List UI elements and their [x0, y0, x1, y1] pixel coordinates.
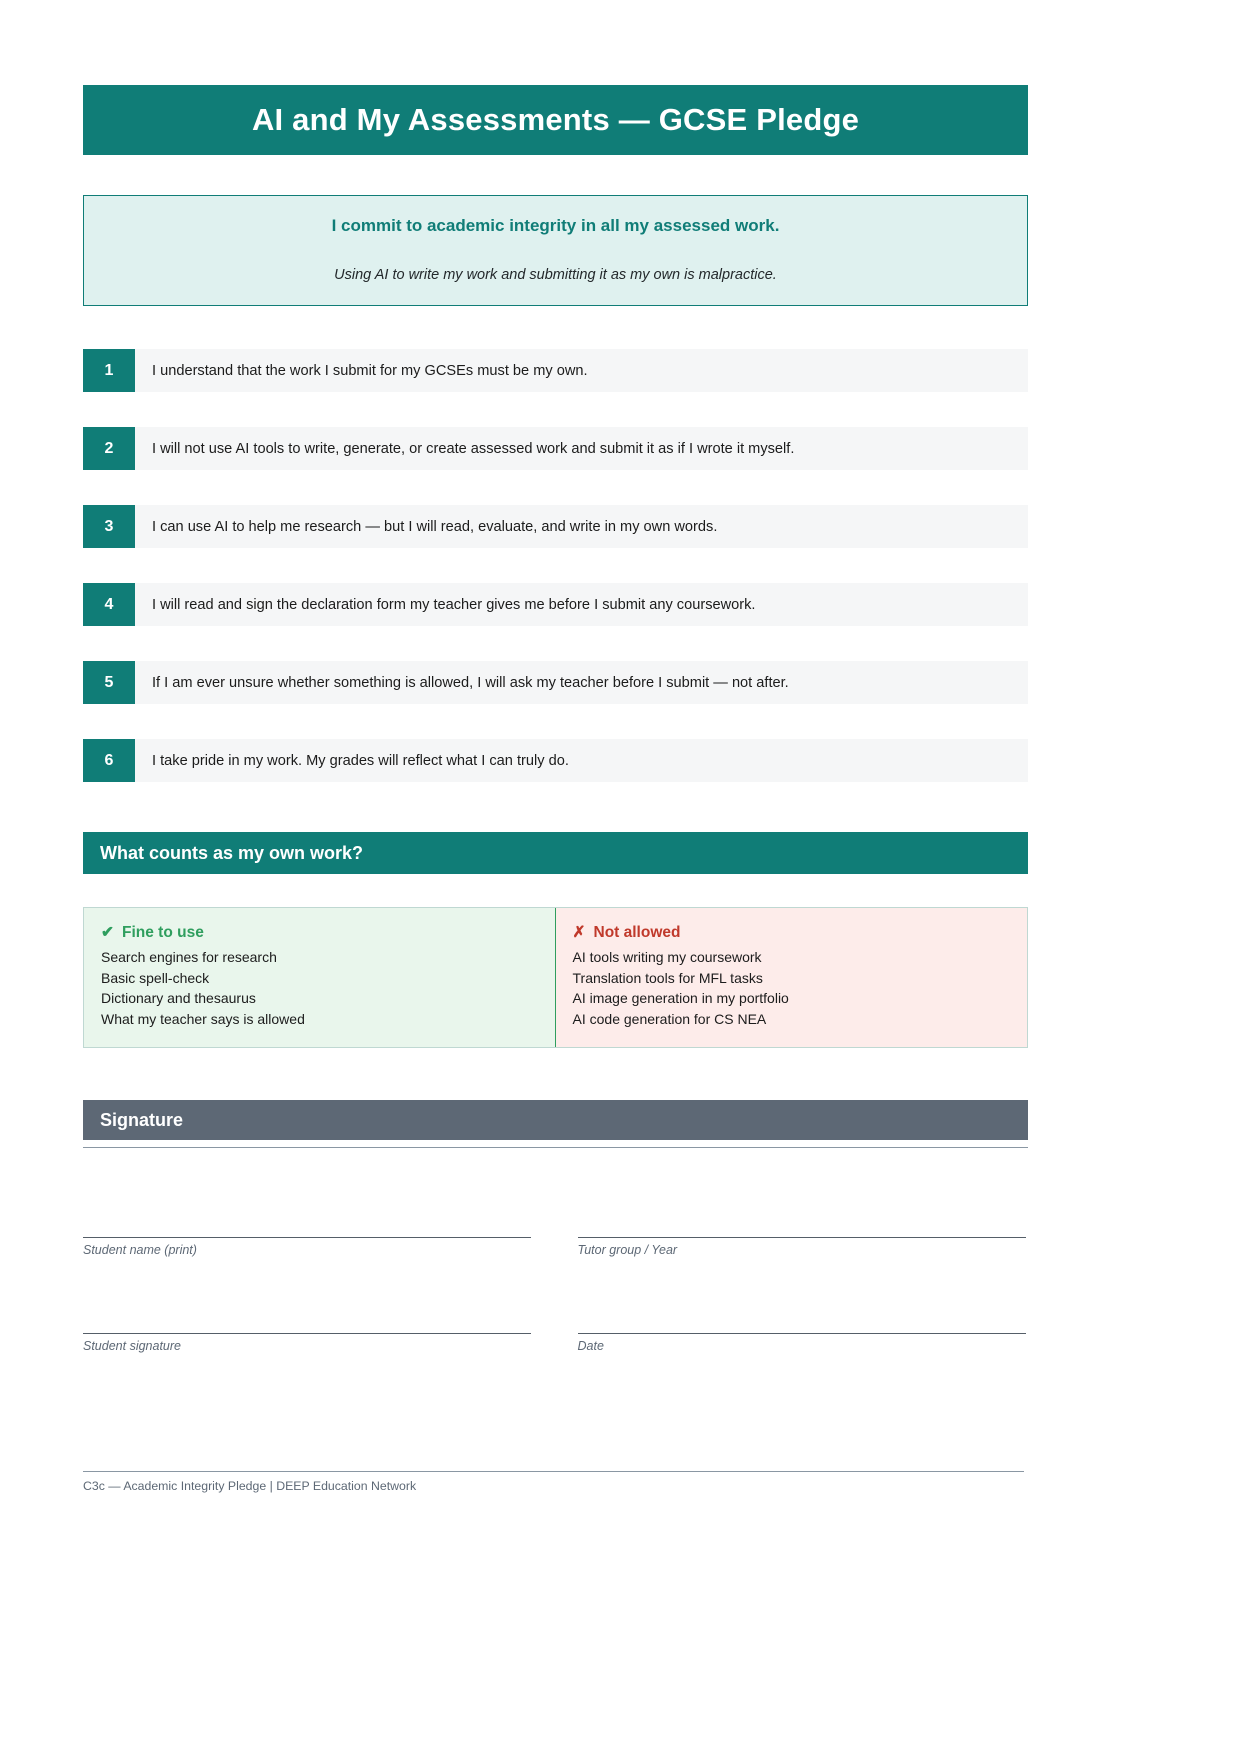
document-page [83, 0, 1028, 1754]
pledge-row [83, 739, 1028, 782]
pledge-number: 3 [83, 505, 135, 548]
student-name-rule [83, 1237, 531, 1238]
signature-row-two [83, 1333, 1028, 1353]
allowed-item: Basic spell-check [101, 969, 210, 986]
allowed-heading-label: Fine to use [122, 923, 204, 941]
footer-text: C3c — Academic Integrity Pledge | DEEP Education Network [83, 1479, 417, 1493]
pledge-number: 6 [83, 739, 135, 782]
pledge-number: 2 [83, 427, 135, 470]
allowed-item: What my teacher says is allowed [101, 1010, 305, 1027]
allowed-item: Search engines for research [101, 949, 277, 965]
not-allowed-item: AI tools writing my coursework [572, 949, 762, 965]
check-icon: ✔ [101, 924, 114, 941]
allowed-column [84, 908, 556, 1047]
not-allowed-column [556, 908, 1028, 1047]
not-allowed-heading [573, 923, 1011, 942]
tutor-group-field[interactable] [556, 1237, 1029, 1257]
cross-icon: ✗ [572, 924, 586, 941]
pledge-number: 4 [83, 583, 135, 626]
pledge-text: If I am ever unsure whether something is allowed, I will ask my teacher before I submit — not after. [135, 661, 1028, 704]
pledge-row [83, 583, 1028, 626]
document-title-banner [83, 85, 1028, 155]
pledge-text: I take pride in my work. My grades will reflect what I can truly do. [135, 739, 1028, 782]
own-work-comparison-table [83, 907, 1028, 1048]
document-footer [83, 1471, 1024, 1493]
commitment-subline: Using AI to write my work and submitting it as my own is malpractice. [334, 267, 777, 283]
commitment-callout [83, 195, 1028, 306]
pledge-row [83, 505, 1028, 548]
own-work-section-header [83, 832, 1028, 874]
commitment-headline: I commit to academic integrity in all my assessed work. [331, 216, 780, 235]
pledge-row [83, 427, 1028, 470]
signature-fields [83, 1147, 1028, 1353]
tutor-group-rule [578, 1237, 1026, 1238]
student-name-field[interactable] [83, 1237, 556, 1257]
pledge-number: 5 [83, 661, 135, 704]
not-allowed-item: AI code generation for CS NEA [572, 1010, 767, 1027]
student-signature-field[interactable] [83, 1333, 556, 1353]
signature-row-one [83, 1237, 1028, 1257]
date-label: Date [577, 1339, 604, 1353]
date-rule [578, 1333, 1026, 1334]
signature-heading: Signature [100, 1109, 184, 1130]
not-allowed-item: Translation tools for MFL tasks [572, 969, 763, 986]
signature-section-header [83, 1100, 1028, 1140]
pledge-text: I will not use AI tools to write, generate, or create assessed work and submit it as if I wrote it myself. [135, 427, 1028, 470]
pledge-text: I understand that the work I submit for my GCSEs must be my own. [135, 349, 1028, 392]
not-allowed-item: AI image generation in my portfolio [572, 990, 789, 1006]
pledge-text: I will read and sign the declaration form my teacher gives me before I submit any coursework. [135, 583, 1028, 626]
pledge-text: I can use AI to help me research — but I will read, evaluate, and write in my own words. [135, 505, 1028, 548]
page-title: AI and My Assessments — GCSE Pledge [251, 102, 860, 137]
pledge-row [83, 661, 1028, 704]
allowed-heading [101, 923, 538, 942]
pledge-row [83, 349, 1028, 392]
signature-top-rule [83, 1147, 1028, 1148]
not-allowed-heading-label: Not allowed [593, 923, 681, 941]
tutor-group-label: Tutor group / Year [577, 1243, 678, 1257]
student-signature-label: Student signature [83, 1339, 181, 1353]
student-signature-rule [83, 1333, 531, 1334]
pledge-number: 1 [83, 349, 135, 392]
date-field[interactable] [556, 1333, 1029, 1353]
pledge-list [83, 349, 1028, 782]
section-heading: What counts as my own work? [100, 842, 364, 863]
student-name-label: Student name (print) [83, 1243, 197, 1257]
allowed-item: Dictionary and thesaurus [101, 990, 256, 1006]
